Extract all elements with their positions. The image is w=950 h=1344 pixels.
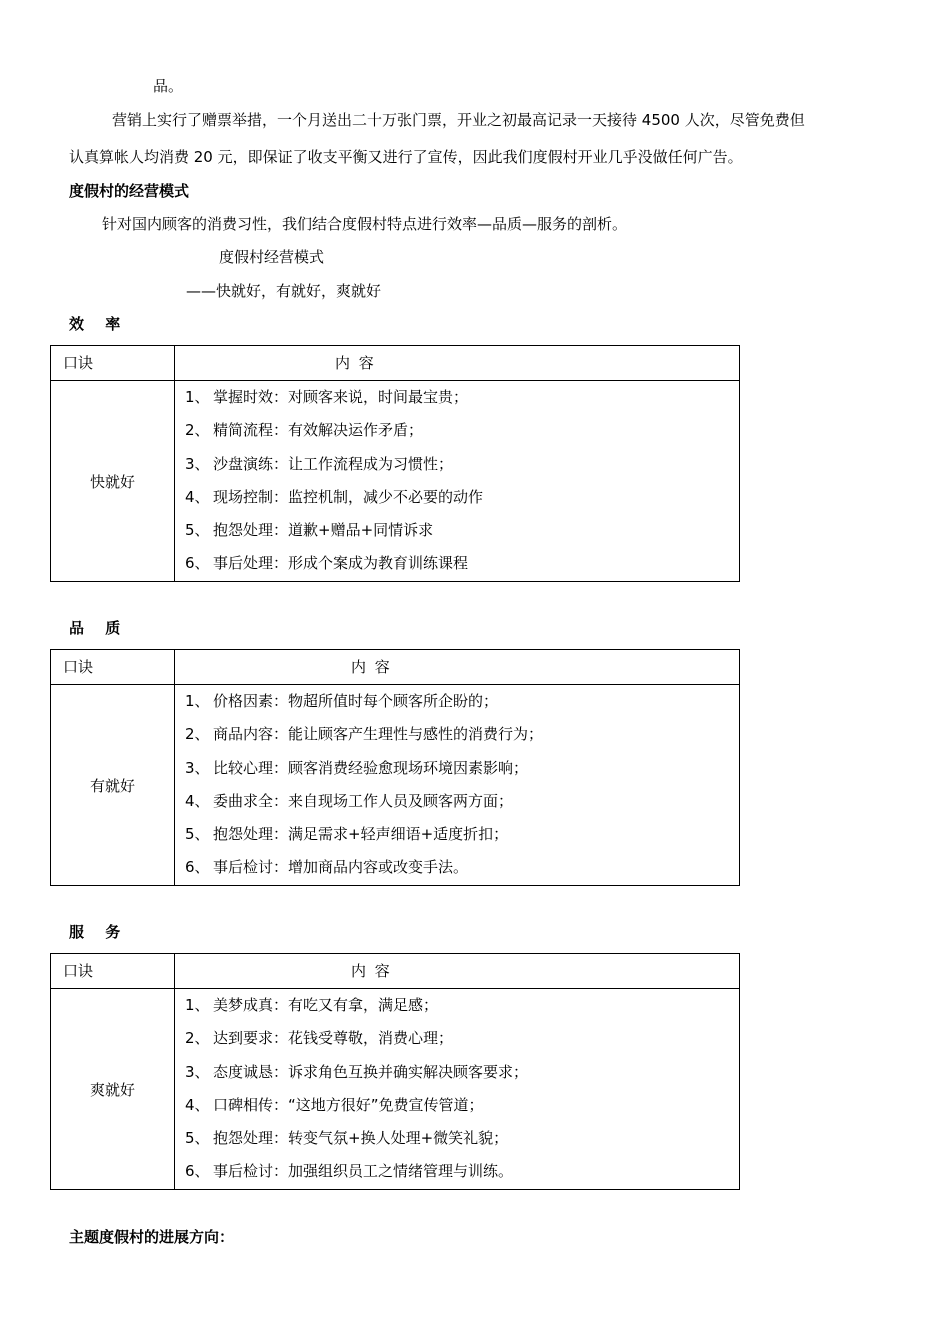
list-item: 4、 口碑相传：“这地方很好”免费宣传管道； <box>185 1095 484 1114</box>
list-item: 5、 抱怨处理：满足需求+轻声细语+适度折扣； <box>185 825 509 844</box>
list-item: 1、 掌握时效：对顾客来说，时间最宝贵； <box>185 388 469 406</box>
table-heading-efficiency: 效 率 <box>69 315 129 333</box>
table-heading-quality: 品 质 <box>69 619 129 637</box>
model-subtitle: ——快就好，有就好，爽就好 <box>186 282 382 300</box>
list-item: 5、 抱怨处理：转变气氛+换人处理+微笑礼貌； <box>185 1129 509 1148</box>
list-item: 6、 事后检讨：加强组织员工之情绪管理与训练。 <box>185 1162 514 1181</box>
formula-keyword: 快就好 <box>51 381 175 582</box>
formula-keyword: 有就好 <box>51 685 175 886</box>
table-heading-service: 服 务 <box>69 923 129 941</box>
column-header-formula: 口诀 <box>63 658 94 676</box>
list-item: 3、 比较心理：顾客消费经验愈现场环境因素影响； <box>185 758 529 777</box>
column-header-content: 内 容 <box>351 658 392 676</box>
section-intro: 针对国内顾客的消费习性，我们结合度假村特点进行效率—品质—服务的剖析。 <box>102 215 628 233</box>
section-heading: 度假村的经营模式 <box>69 182 190 200</box>
list-item: 1、 美梦成真：有吃又有拿，满足感； <box>185 996 439 1014</box>
column-header-content: 内 容 <box>351 962 392 980</box>
model-title: 度假村经营模式 <box>219 248 325 266</box>
column-header-formula: 口诀 <box>63 354 94 372</box>
intro-line-1: 品。 <box>153 77 184 95</box>
list-item: 2、 达到要求：花钱受尊敬，消费心理； <box>185 1029 454 1048</box>
list-item: 1、 价格因素：物超所值时每个顾客所企盼的； <box>185 692 499 710</box>
list-item: 6、 事后检讨：增加商品内容或改变手法。 <box>185 858 469 877</box>
closing-heading: 主题度假村的进展方向： <box>69 1228 235 1246</box>
formula-keyword: 爽就好 <box>51 989 175 1190</box>
list-item: 4、 委曲求全：来自现场工作人员及顾客两方面； <box>185 791 514 810</box>
list-item: 6、 事后处理：形成个案成为教育训练课程 <box>185 554 469 573</box>
list-item: 3、 沙盘演练：让工作流程成为习惯性； <box>185 454 454 473</box>
column-header-formula: 口诀 <box>63 962 94 980</box>
intro-line-3: 认真算帐人均消费 20 元，即保证了收支平衡又进行了宣传，因此我们度假村开业几乎没做任何广告。 <box>69 148 743 166</box>
column-header-content: 内 容 <box>335 354 376 372</box>
service-table <box>50 953 740 1190</box>
intro-line-2: 营销上实行了赠票举措，一个月送出二十万张门票，开业之初最高记录一天接待 4500 人次，尽管免费但 <box>112 111 805 129</box>
efficiency-table <box>50 345 740 582</box>
list-item: 2、 精简流程：有效解决运作矛盾； <box>185 421 424 440</box>
quality-table <box>50 649 740 886</box>
list-item: 2、 商品内容：能让顾客产生理性与感性的消费行为； <box>185 725 544 744</box>
list-item: 4、 现场控制：监控机制，减少不必要的动作 <box>185 487 484 506</box>
list-item: 3、 态度诚恳：诉求角色互换并确实解决顾客要求； <box>185 1062 529 1081</box>
list-item: 5、 抱怨处理：道歉+赠品+同情诉求 <box>185 521 434 540</box>
